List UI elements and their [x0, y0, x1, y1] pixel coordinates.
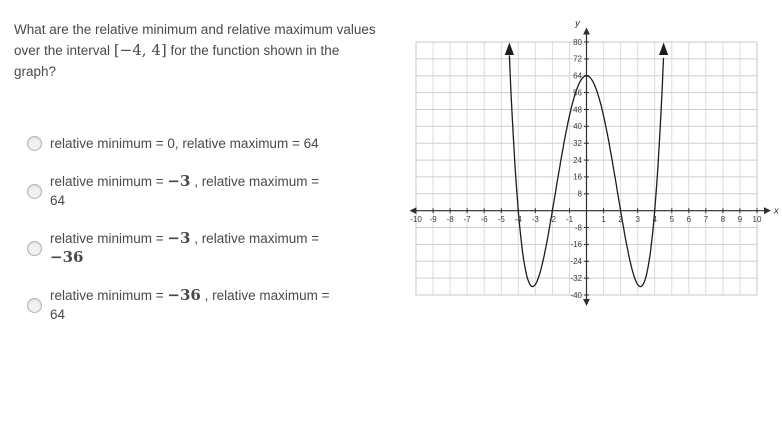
svg-text:-10: -10	[410, 215, 422, 225]
svg-text:-2: -2	[548, 215, 556, 225]
svg-text:-16: -16	[570, 240, 582, 250]
svg-text:-8: -8	[574, 223, 582, 233]
svg-text:-6: -6	[480, 215, 488, 225]
option-label-line	[50, 134, 319, 153]
radio-button[interactable]	[27, 184, 42, 199]
option-label	[50, 134, 319, 153]
answer-options	[27, 134, 363, 343]
question-text	[14, 19, 380, 82]
svg-text:y: y	[575, 18, 580, 29]
option-label-line	[50, 248, 319, 267]
svg-text:9: 9	[737, 215, 743, 225]
svg-text:-4: -4	[514, 215, 522, 225]
option-2[interactable]	[27, 172, 363, 210]
svg-text:7: 7	[703, 215, 709, 225]
option-label-line	[50, 286, 330, 305]
text-segment: relative minimum =	[50, 231, 168, 246]
graph-svg	[408, 12, 780, 312]
text-segment: relative minimum =	[50, 174, 168, 189]
svg-text:x: x	[774, 205, 779, 217]
svg-text:10: 10	[752, 215, 762, 225]
svg-text:-7: -7	[463, 215, 471, 225]
option-1[interactable]	[27, 134, 363, 153]
text-segment: −3	[167, 229, 191, 247]
svg-text:48: 48	[573, 105, 582, 115]
svg-text:32: 32	[573, 139, 582, 148]
svg-text:-5: -5	[497, 215, 505, 225]
svg-text:5: 5	[669, 215, 675, 225]
text-segment: What are the relative minimum and relative maximum values over the interval	[14, 22, 376, 58]
svg-text:-9: -9	[429, 215, 437, 225]
svg-text:24: 24	[573, 155, 582, 165]
function-graph	[408, 12, 780, 312]
option-label-line	[50, 305, 330, 324]
svg-text:-32: -32	[570, 273, 582, 283]
option-4[interactable]	[27, 286, 363, 324]
svg-text:-8: -8	[446, 215, 454, 225]
text-segment: , relative maximum =	[190, 174, 320, 189]
text-segment: , relative maximum =	[200, 288, 330, 303]
svg-text:56: 56	[573, 88, 582, 98]
text-segment: for the function shown in the graph?	[14, 43, 340, 79]
svg-text:2: 2	[618, 215, 623, 225]
text-segment: , relative maximum =	[190, 231, 320, 246]
option-label-line	[50, 191, 319, 210]
svg-text:-24: -24	[570, 257, 582, 267]
svg-text:40: 40	[573, 122, 582, 132]
svg-text:-1: -1	[565, 215, 574, 225]
option-label	[50, 172, 319, 210]
radio-button[interactable]	[27, 136, 42, 151]
option-label	[50, 286, 330, 324]
option-label	[50, 229, 319, 267]
text-segment: −36	[50, 248, 84, 266]
radio-button[interactable]	[27, 298, 42, 313]
text-segment: 64	[50, 307, 66, 322]
radio-button[interactable]	[27, 241, 42, 256]
svg-text:16: 16	[573, 172, 582, 182]
svg-text:3: 3	[635, 215, 640, 225]
option-label-line	[50, 172, 319, 191]
svg-text:8: 8	[720, 215, 726, 225]
svg-text:72: 72	[573, 54, 582, 64]
text-segment: −3	[167, 172, 191, 190]
svg-text:4: 4	[652, 215, 657, 225]
svg-text:-3: -3	[531, 215, 539, 225]
option-label-line	[50, 229, 319, 248]
option-3[interactable]	[27, 229, 363, 267]
text-segment: relative minimum = 0, relative maximum = 64	[50, 136, 319, 151]
svg-text:-40: -40	[570, 290, 582, 300]
svg-text:64: 64	[573, 71, 582, 81]
svg-text:80: 80	[573, 37, 582, 47]
svg-text:8: 8	[577, 189, 582, 199]
text-segment: 64	[50, 193, 66, 208]
text-segment: −36	[167, 286, 201, 304]
text-segment: relative minimum =	[50, 288, 168, 303]
svg-text:6: 6	[686, 215, 692, 225]
text-segment: [−4, 4]	[113, 41, 167, 59]
svg-text:1: 1	[601, 215, 606, 225]
